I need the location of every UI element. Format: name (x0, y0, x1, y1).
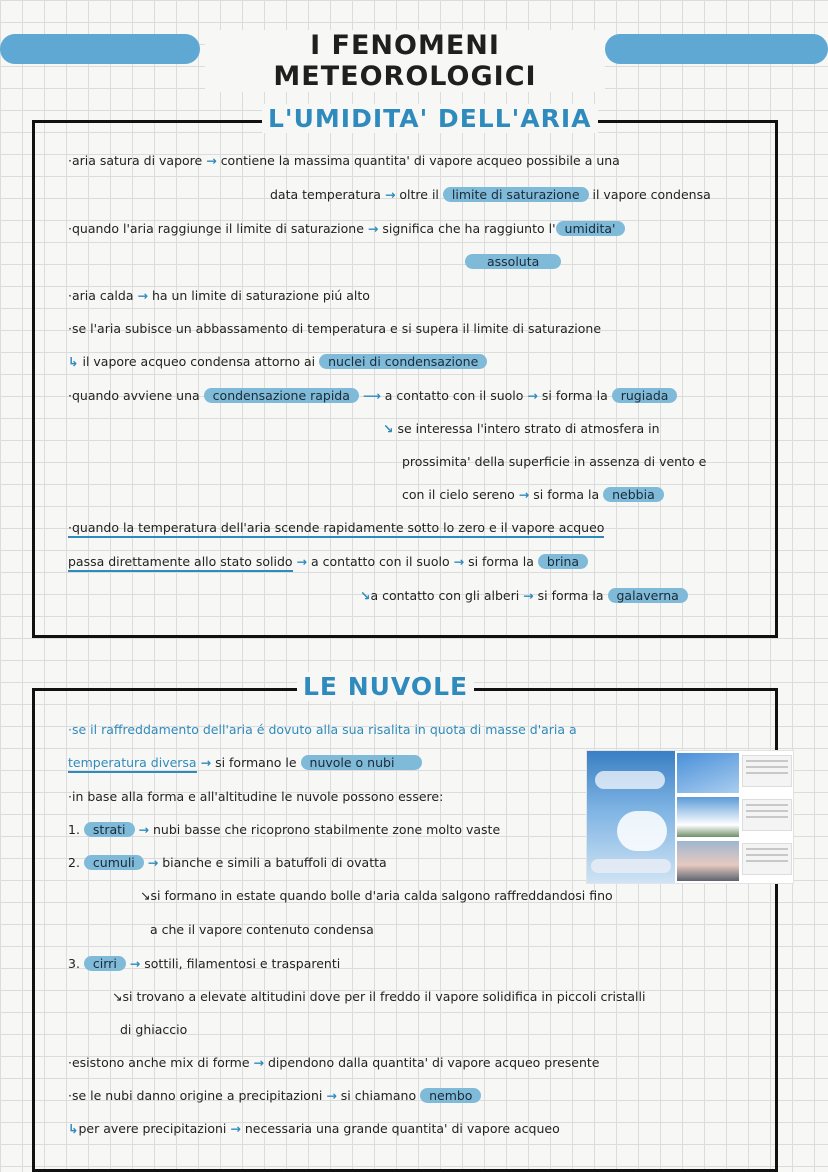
header-right-bar (605, 34, 828, 64)
arrow-right-icon: ⟶ (362, 388, 381, 403)
highlight-cirrus: cirri (84, 956, 126, 971)
arrow-down-right-icon: ↘ (112, 989, 123, 1004)
arrow-right-icon: → (527, 388, 538, 403)
arrow-right-icon: → (326, 1088, 337, 1103)
arrow-right-icon: → (296, 554, 308, 569)
highlight-stratus: strati (84, 822, 135, 837)
page-title: I FENOMENI METEOROLOGICI (205, 30, 605, 92)
cumulus-photo (677, 797, 739, 837)
highlight-fog: nebbia (603, 487, 664, 502)
cloud-types-figure (586, 750, 794, 884)
clouds-line-2: temperatura diversa → si formano le nuvole o nubi (68, 755, 422, 770)
section-humidity-title: L'UMIDITA' DELL'ARIA (262, 104, 598, 133)
highlight-humidity: umidita' (556, 221, 625, 236)
clouds-line-9: ↘si trovano a elevate altitudini dove per il freddo il vapore solidifica in piccoli cristalli (112, 989, 646, 1004)
caption-box (742, 843, 792, 875)
section-clouds-title: LE NUVOLE (297, 672, 474, 701)
clouds-line-13: ↳per avere precipitazioni → necessaria una grande quantita' di vapore acqueo (68, 1121, 560, 1136)
humidity-line-8: ·quando avviene una condensazione rapida ⟶ a contatto con il suolo → si forma la rugiada (68, 388, 677, 403)
clouds-line-5: 2. cumuli → bianche e simili a batuffoli di ovatta (68, 855, 387, 870)
humidity-line-5: ·aria calda → ha un limite di saturazione piú alto (68, 288, 370, 303)
highlight-saturation-limit: limite di saturazione (443, 187, 589, 202)
humidity-line-1: ·aria satura di vapore → contiene la massima quantita' di vapore acqueo possibile a una (68, 153, 620, 168)
arrow-right-icon: → (518, 487, 530, 502)
humidity-line-3: ·quando l'aria raggiunge il limite di saturazione → significa che ha raggiunto l' umidita' (68, 221, 625, 236)
clouds-line-12: ·se le nubi danno origine a precipitazioni → si chiamano nembo (68, 1088, 481, 1103)
highlight-rime: galaverna (608, 588, 688, 603)
clouds-line-10: di ghiaccio (120, 1022, 188, 1037)
arrow-right-icon: → (138, 822, 149, 837)
arrow-down-right-icon: ↘ (140, 888, 151, 903)
highlight-rapid-condensation: condensazione rapida (204, 388, 359, 403)
clouds-line-3: ·in base alla forma e all'altitudine le nuvole possono essere: (68, 789, 444, 804)
header-left-bar (0, 34, 200, 64)
humidity-line-14: ↘a contatto con gli alberi → si forma la galaverna (360, 588, 688, 603)
clouds-line-6: ↘si formano in estate quando bolle d'aria calda salgono raffreddandosi fino (140, 888, 613, 903)
altitude-diagram (587, 751, 675, 883)
clouds-line-1: ·se il raffreddamento dell'aria é dovuto alla sua risalita in quota di masse d'aria a (68, 722, 577, 737)
arrow-right-icon: → (200, 755, 212, 770)
return-arrow-icon: ↳ (68, 1121, 79, 1136)
humidity-line-9: ↘ se interessa l'intero strato di atmosfera in (383, 421, 660, 436)
highlight-dew: rugiada (612, 388, 678, 403)
humidity-line-6: ·se l'aria subisce un abbassamento di temperatura e si supera il limite di saturazione (68, 321, 602, 336)
cumulus-cloud-shape (617, 811, 667, 851)
arrow-right-icon: → (230, 1121, 241, 1136)
humidity-line-10: prossimita' della superficie in assenza di vento e (402, 454, 707, 469)
arrow-right-icon: → (367, 221, 379, 236)
humidity-line-4 (465, 254, 561, 269)
highlight-absolute: assoluta (465, 254, 561, 269)
highlight-cumulus: cumuli (84, 855, 144, 870)
arrow-right-icon: → (384, 187, 396, 202)
humidity-line-2: data temperatura → oltre il limite di saturazione il vapore condensa (270, 187, 711, 202)
stratus-cloud-shape (591, 859, 671, 873)
cirrus-cloud-shape (595, 771, 665, 789)
humidity-line-11: con il cielo sereno → si forma la nebbia (402, 487, 664, 502)
arrow-right-icon: → (206, 153, 217, 168)
highlight-condensation-nuclei: nuclei di condensazione (319, 354, 487, 369)
clouds-line-4: 1. strati → nubi basse che ricoprono stabilmente zone molto vaste (68, 822, 501, 837)
clouds-line-11: ·esistono anche mix di forme → dipendono dalla quantita' di vapore acqueo presente (68, 1055, 600, 1070)
highlight-nimbus: nembo (420, 1088, 481, 1103)
arrow-down-right-icon: ↘ (360, 588, 371, 603)
humidity-line-7: ↳ il vapore acqueo condensa attorno ai nuclei di condensazione (68, 354, 487, 369)
arrow-right-icon: → (147, 855, 159, 870)
clouds-line-8: 3. cirri → sottili, filamentosi e trasparenti (68, 956, 341, 971)
arrow-right-icon: → (523, 588, 534, 603)
arrow-right-icon: → (129, 956, 141, 971)
arrow-right-icon: → (453, 554, 465, 569)
caption-box (742, 755, 792, 787)
arrow-down-right-icon: ↘ (383, 421, 394, 436)
cirrus-photo (677, 753, 739, 793)
humidity-line-13: passa direttamente allo stato solido → a contatto con il suolo → si forma la brina (68, 554, 588, 569)
caption-box (742, 799, 792, 831)
highlight-clouds: nuvole o nubi (301, 755, 423, 770)
return-arrow-icon: ↳ (68, 354, 79, 369)
arrow-right-icon: → (253, 1055, 264, 1070)
clouds-line-7: a che il vapore contenuto condensa (150, 922, 374, 937)
highlight-frost: brina (538, 554, 588, 569)
humidity-line-12: ·quando la temperatura dell'aria scende rapidamente sotto lo zero e il vapore acqueo (68, 520, 604, 535)
stratus-photo (677, 841, 739, 881)
arrow-right-icon: → (137, 288, 148, 303)
